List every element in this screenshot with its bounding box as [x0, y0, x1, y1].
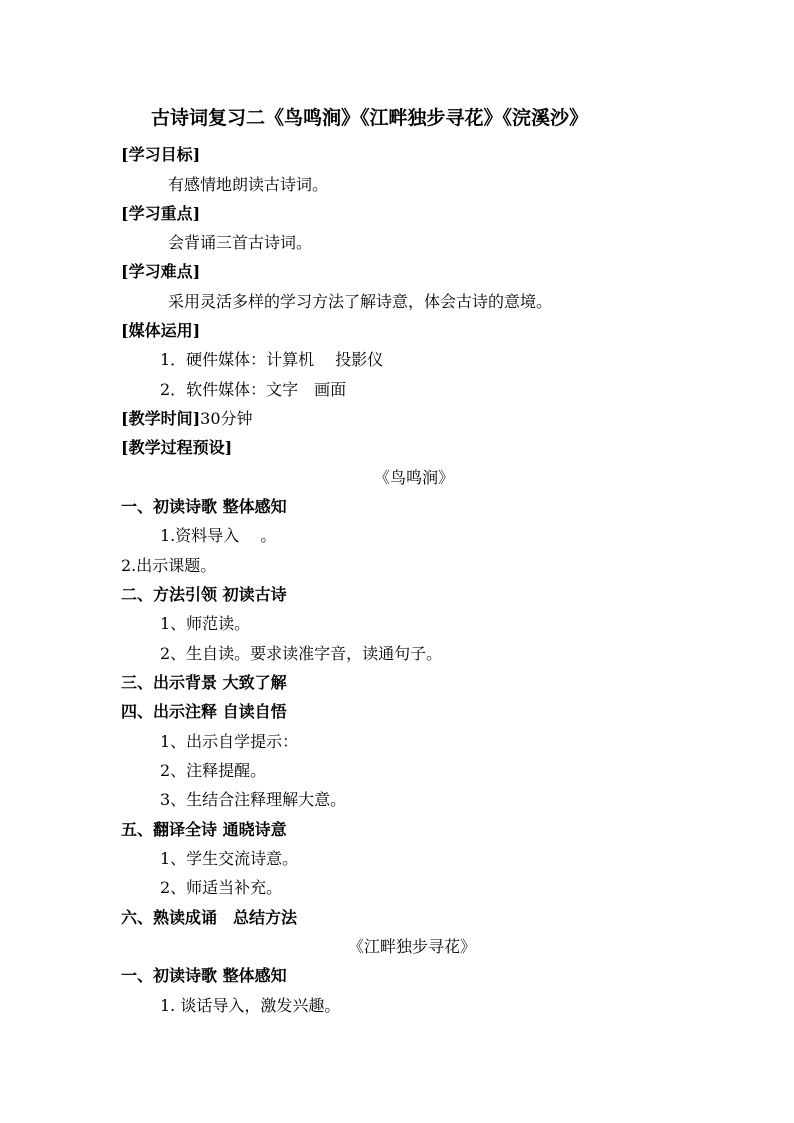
list-item: 2.出示课题。	[121, 556, 217, 575]
section-heading: 六、熟读成诵 总结方法	[121, 908, 298, 927]
teaching-time-value: 30分钟	[200, 409, 253, 428]
list-item: 2、生自读。要求读准字音，读通句子。	[160, 644, 443, 663]
poem2-title: 《江畔独步寻花》	[348, 937, 477, 956]
key-points-heading: [学习重点]	[121, 204, 201, 223]
list-item: 1.资料导入 。	[160, 526, 277, 545]
learning-goal-text: 有感情地朗读古诗词。	[168, 175, 329, 194]
list-item: 1、出示自学提示：	[160, 732, 299, 751]
list-item: 2、师适当补充。	[160, 878, 283, 897]
section-heading: 三、出示背景 大致了解	[121, 673, 287, 692]
section-heading: 二、方法引领 初读古诗	[121, 585, 287, 604]
media-item-hardware: 1．硬件媒体：计算机 投影仪	[160, 350, 384, 369]
difficulty-heading: [学习难点]	[121, 262, 201, 281]
section-heading: 一、初读诗歌 整体感知	[121, 966, 287, 985]
difficulty-text: 采用灵活多样的学习方法了解诗意，体会古诗的意境。	[168, 292, 553, 311]
section-heading: 五、翻译全诗 通晓诗意	[121, 820, 287, 839]
list-item: 1、学生交流诗意。	[160, 849, 299, 868]
process-heading: [教学过程预设]	[121, 438, 233, 457]
section-heading: 一、初读诗歌 整体感知	[121, 497, 287, 516]
poem1-title: 《鸟鸣涧》	[374, 468, 455, 487]
key-points-text: 会背诵三首古诗词。	[168, 233, 313, 252]
list-item: 1、师范读。	[160, 614, 251, 633]
page-title: 古诗词复习二《鸟鸣涧》《江畔独步寻花》《浣溪沙》	[151, 107, 589, 129]
list-item: 3、生结合注释理解大意。	[160, 790, 347, 809]
teaching-time-line	[121, 409, 253, 429]
teaching-time-heading: [教学时间]	[121, 409, 201, 428]
learning-goal-heading: [学习目标]	[121, 145, 201, 164]
list-item: 1. 谈话导入，激发兴趣。	[160, 996, 341, 1015]
media-item-software: 2．软件媒体：文字 画面	[160, 380, 347, 399]
section-heading: 四、出示注释 自读自悟	[121, 702, 287, 721]
media-heading: [媒体运用]	[121, 321, 201, 340]
list-item: 2、注释提醒。	[160, 761, 267, 780]
